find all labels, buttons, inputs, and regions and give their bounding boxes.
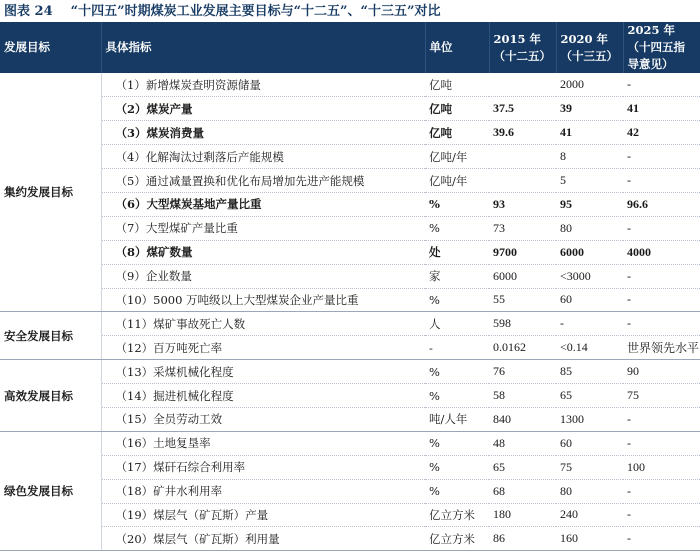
table-row — [0, 527, 700, 551]
table-row — [0, 97, 700, 121]
unit-cell: % — [425, 455, 489, 479]
indicator-cell: （5）通过减量置换和优化布局增加先进产能规模 — [101, 169, 425, 193]
table-body — [0, 73, 700, 551]
unit-cell: % — [425, 431, 489, 455]
indicator-cell: （17）煤矸石综合利用率 — [101, 455, 425, 479]
indicator-cell: （4）化解淘汰过剩落后产能规模 — [101, 145, 425, 169]
value-2020-cell: 95 — [556, 192, 623, 216]
indicator-cell: （15）全员劳动工效 — [101, 407, 425, 431]
value-2015-cell: 180 — [489, 503, 556, 527]
category-cell: 绿色发展目标 — [0, 431, 101, 550]
indicator-cell: （19）煤层气（矿瓦斯）产量 — [101, 503, 425, 527]
indicator-cell: （6）大型煤炭基地产量比重 — [101, 192, 425, 216]
table-row — [0, 145, 700, 169]
table-row — [0, 336, 700, 360]
indicator-cell: （14）掘进机械化程度 — [101, 384, 425, 408]
indicator-cell: （2）煤炭产量 — [101, 97, 425, 121]
value-2025-cell: - — [623, 503, 700, 527]
value-2020-cell: 240 — [556, 503, 623, 527]
value-2020-cell: 8 — [556, 145, 623, 169]
table-row — [0, 431, 700, 455]
value-2015-cell — [489, 169, 556, 193]
table-row — [0, 455, 700, 479]
indicator-cell: （11）煤矿事故死亡人数 — [101, 312, 425, 336]
value-2015-cell: 6000 — [489, 264, 556, 288]
unit-cell: % — [425, 360, 489, 384]
value-2020-cell: 39 — [556, 97, 623, 121]
value-2015-cell: 39.6 — [489, 121, 556, 145]
header-unit: 单位 — [425, 22, 489, 73]
value-2025-cell: 世界领先水平 — [623, 336, 700, 360]
value-2025-cell: 42 — [623, 121, 700, 145]
value-2025-cell: 90 — [623, 360, 700, 384]
unit-cell: % — [425, 479, 489, 503]
table-row — [0, 407, 700, 431]
value-2020-cell: 60 — [556, 288, 623, 312]
value-2025-cell: - — [623, 431, 700, 455]
value-2020-cell: 1300 — [556, 407, 623, 431]
table-row — [0, 216, 700, 240]
value-2020-cell: 41 — [556, 121, 623, 145]
unit-cell: 家 — [425, 264, 489, 288]
value-2020-cell: 65 — [556, 384, 623, 408]
table-row — [0, 360, 700, 384]
indicator-cell: （12）百万吨死亡率 — [101, 336, 425, 360]
table-row — [0, 121, 700, 145]
value-2025-cell: - — [623, 479, 700, 503]
value-2015-cell: 58 — [489, 384, 556, 408]
value-2015-cell: 86 — [489, 527, 556, 551]
unit-cell: 亿吨 — [425, 73, 489, 97]
unit-cell: 人 — [425, 312, 489, 336]
unit-cell: 处 — [425, 240, 489, 264]
table-row — [0, 384, 700, 408]
value-2025-cell: - — [623, 216, 700, 240]
unit-cell: % — [425, 216, 489, 240]
value-2015-cell: 9700 — [489, 240, 556, 264]
value-2015-cell: 840 — [489, 407, 556, 431]
value-2015-cell: 65 — [489, 455, 556, 479]
value-2015-cell: 73 — [489, 216, 556, 240]
table-row — [0, 192, 700, 216]
indicator-cell: （3）煤炭消费量 — [101, 121, 425, 145]
header-category: 发展目标 — [0, 22, 101, 73]
value-2015-cell: 598 — [489, 312, 556, 336]
value-2020-cell: 5 — [556, 169, 623, 193]
category-cell: 安全发展目标 — [0, 312, 101, 360]
value-2025-cell: 100 — [623, 455, 700, 479]
unit-cell: 亿吨/年 — [425, 145, 489, 169]
value-2025-cell: 96.6 — [623, 192, 700, 216]
value-2025-cell: 41 — [623, 97, 700, 121]
value-2025-cell: - — [623, 312, 700, 336]
value-2025-cell: - — [623, 407, 700, 431]
category-cell: 集约发展目标 — [0, 73, 101, 312]
table-row — [0, 479, 700, 503]
value-2025-cell: 75 — [623, 384, 700, 408]
value-2020-cell: <3000 — [556, 264, 623, 288]
value-2015-cell — [489, 73, 556, 97]
table-row — [0, 288, 700, 312]
targets-table — [0, 22, 700, 551]
value-2025-cell: - — [623, 527, 700, 551]
value-2015-cell: 37.5 — [489, 97, 556, 121]
indicator-cell: （9）企业数量 — [101, 264, 425, 288]
value-2020-cell: 80 — [556, 479, 623, 503]
indicator-cell: （13）采煤机械化程度 — [101, 360, 425, 384]
indicator-cell: （7）大型煤矿产量比重 — [101, 216, 425, 240]
header-2015: 2015 年（十二五） — [489, 22, 556, 73]
unit-cell: 亿立方米 — [425, 527, 489, 551]
figure-number: 图表 24 — [4, 4, 53, 19]
indicator-cell: （8）煤矿数量 — [101, 240, 425, 264]
value-2020-cell: 85 — [556, 360, 623, 384]
header-indicator: 具体指标 — [101, 22, 425, 73]
value-2020-cell: - — [556, 312, 623, 336]
indicator-cell: （1）新增煤炭查明资源储量 — [101, 73, 425, 97]
unit-cell: - — [425, 336, 489, 360]
value-2025-cell: - — [623, 145, 700, 169]
value-2015-cell: 93 — [489, 192, 556, 216]
table-row — [0, 169, 700, 193]
unit-cell: % — [425, 384, 489, 408]
unit-cell: % — [425, 288, 489, 312]
category-cell: 高效发展目标 — [0, 360, 101, 432]
unit-cell: % — [425, 192, 489, 216]
header-2020: 2020 年（十三五） — [556, 22, 623, 73]
value-2025-cell: - — [623, 169, 700, 193]
value-2020-cell: 75 — [556, 455, 623, 479]
unit-cell: 亿吨/年 — [425, 169, 489, 193]
table-row — [0, 503, 700, 527]
value-2015-cell: 76 — [489, 360, 556, 384]
value-2020-cell: 2000 — [556, 73, 623, 97]
indicator-cell: （18）矿井水利用率 — [101, 479, 425, 503]
value-2015-cell: 55 — [489, 288, 556, 312]
value-2025-cell: 4000 — [623, 240, 700, 264]
value-2015-cell: 68 — [489, 479, 556, 503]
value-2015-cell: 0.0162 — [489, 336, 556, 360]
table-row — [0, 264, 700, 288]
value-2020-cell: 60 — [556, 431, 623, 455]
unit-cell: 亿吨 — [425, 97, 489, 121]
value-2020-cell: <0.14 — [556, 336, 623, 360]
figure-caption: “十四五”时期煤炭工业发展主要目标与“十二五”、“十三五”对比 — [70, 4, 441, 19]
table-header — [0, 22, 700, 73]
value-2020-cell: 80 — [556, 216, 623, 240]
value-2015-cell: 48 — [489, 431, 556, 455]
indicator-cell: （20）煤层气（矿瓦斯）利用量 — [101, 527, 425, 551]
value-2025-cell: - — [623, 73, 700, 97]
table-row — [0, 240, 700, 264]
table-row — [0, 312, 700, 336]
value-2015-cell — [489, 145, 556, 169]
value-2025-cell: - — [623, 264, 700, 288]
table-row — [0, 73, 700, 97]
value-2020-cell: 6000 — [556, 240, 623, 264]
indicator-cell: （16）土地复垦率 — [101, 431, 425, 455]
value-2025-cell: - — [623, 288, 700, 312]
figure-title — [4, 2, 459, 22]
unit-cell: 吨/人年 — [425, 407, 489, 431]
value-2020-cell: 160 — [556, 527, 623, 551]
indicator-cell: （10）5000 万吨级以上大型煤炭企业产量比重 — [101, 288, 425, 312]
header-2025: 2025 年（十四五指导意见） — [623, 22, 700, 73]
unit-cell: 亿立方米 — [425, 503, 489, 527]
unit-cell: 亿吨 — [425, 121, 489, 145]
